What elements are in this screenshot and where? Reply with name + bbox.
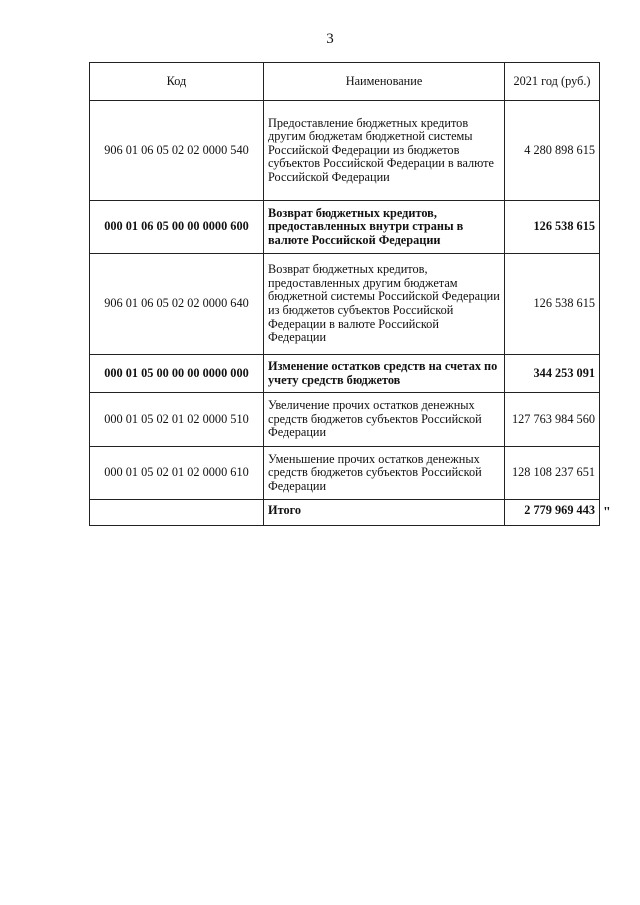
table-row [90,101,600,201]
table-header-row [90,63,600,101]
row-amount: 4 280 898 615 [505,101,600,201]
row-name: Предоставление бюджетных кредитов другим бюджетам бюджетной системы Российской Федерации из бюджетов субъектов Российской Федерации в валюте Российской Федерации [264,101,505,201]
table-row [90,447,600,500]
header-name: Наименование [264,63,505,101]
row-name: Изменение остатков средств на счетах по учету средств бюджетов [264,355,505,393]
header-amount: 2021 год (руб.) [505,63,600,101]
total-row [90,500,600,526]
row-code: 000 01 05 02 01 02 0000 610 [90,447,264,500]
row-code: 906 01 06 05 02 02 0000 640 [90,254,264,355]
row-amount: 127 763 984 560 [505,393,600,447]
table-row [90,355,600,393]
row-name: Возврат бюджетных кредитов, предоставленных другим бюджетам бюджетной системы Российской Федерации из бюджетов субъектов Российской Федерации в валюте Российской Федерации [264,254,505,355]
row-name: Возврат бюджетных кредитов, предоставленных внутри страны в валюте Российской Федерации [264,201,505,254]
row-amount: 126 538 615 [505,254,600,355]
page-number: 3 [326,31,334,47]
row-amount: 128 108 237 651 [505,447,600,500]
table-row [90,254,600,355]
row-code: 000 01 06 05 00 00 0000 600 [90,201,264,254]
row-amount: 344 253 091 [505,355,600,393]
row-name: Уменьшение прочих остатков денежных средств бюджетов субъектов Российской Федерации [264,447,505,500]
header-code: Код [90,63,264,101]
budget-sources-table [89,62,600,526]
total-code-empty [90,500,264,526]
row-code: 000 01 05 02 01 02 0000 510 [90,393,264,447]
row-name: Увеличение прочих остатков денежных средств бюджетов субъектов Российской Федерации [264,393,505,447]
row-code: 906 01 06 05 02 02 0000 540 [90,101,264,201]
table-row [90,201,600,254]
closing-quote-mark: " [603,505,611,520]
total-amount: 2 779 969 443 [505,500,600,526]
table-row [90,393,600,447]
total-label: Итого [264,500,505,526]
row-code: 000 01 05 00 00 00 0000 000 [90,355,264,393]
row-amount: 126 538 615 [505,201,600,254]
